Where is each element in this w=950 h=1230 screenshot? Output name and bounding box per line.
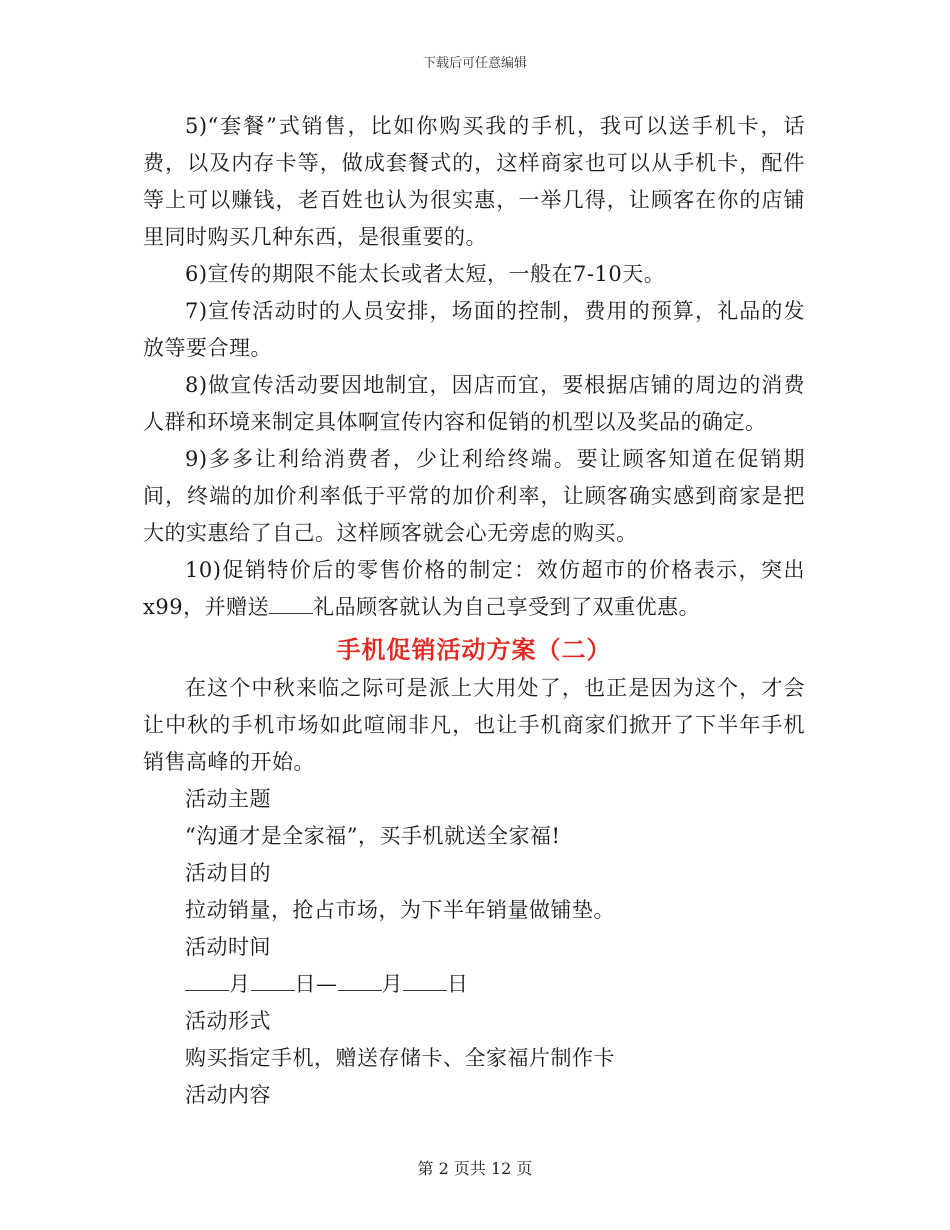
theme-value: “沟通才是全家福”，买手机就送全家福! — [185, 824, 561, 848]
day-2: 日 — [447, 972, 469, 996]
theme-label: 活动主题 — [185, 787, 271, 811]
form-label: 活动形式 — [185, 1009, 271, 1033]
month-1: 月 — [229, 972, 251, 996]
paragraph-7: 7)宣传活动时的人员安排，场面的控制，费用的预算，礼品的发放等要合理。 — [143, 299, 805, 360]
document-body — [143, 108, 805, 1114]
page-footer: 第 2 页共 12 页 — [417, 1159, 533, 1178]
time-label: 活动时间 — [185, 935, 271, 959]
paragraph-10 — [143, 552, 805, 626]
time-value — [143, 966, 805, 1003]
paragraph-8: 8)做宣传活动要因地制宜，因店而宜，要根据店铺的周边的消费人群和环境来制定具体啊宣传内容和促销的机型以及奖品的确定。 — [143, 373, 805, 434]
month-2: 月 — [381, 972, 403, 996]
section-title: 手机促销活动方案（二） — [336, 635, 612, 664]
blank-day-1 — [251, 966, 295, 991]
fill-in-blank — [269, 589, 313, 614]
paragraph-5: 5)“套餐”式销售，比如你购买我的手机，我可以送手机卡，话费，以及内存卡等，做成套餐式的，这样商家也可以从手机卡，配件等上可以赚钱，老百姓也认为很实惠，一举几得，让顾客在你的店铺里同时购买几种东西，是很重要的。 — [143, 114, 805, 249]
intro-paragraph: 在这个中秋来临之际可是派上大用处了，也正是因为这个，才会让中秋的手机市场如此喧闹非凡，也让手机商家们掀开了下半年手机销售高峰的开始。 — [143, 676, 805, 774]
form-value: 购买指定手机，赠送存储卡、全家福片制作卡 — [185, 1046, 615, 1070]
page-header: 下载后可任意编辑 — [422, 56, 527, 71]
blank-month-2 — [338, 966, 382, 991]
paragraph-6: 6)宣传的期限不能太长或者太短，一般在7-10天。 — [185, 262, 666, 286]
blank-day-2 — [403, 966, 447, 991]
content-label: 活动内容 — [185, 1083, 271, 1107]
paragraph-10-part2: 礼品顾客就认为自己享受到了双重优惠。 — [313, 595, 701, 619]
purpose-value: 拉动销量，抢占市场，为下半年销量做铺垫。 — [185, 898, 615, 922]
day-1: 日— — [294, 972, 338, 996]
paragraph-10-part1: 10)促销特价后的零售价格的制定：效仿超市的价格表示，突出x99，并赠送 — [143, 558, 805, 619]
blank-month-1 — [185, 966, 229, 991]
purpose-label: 活动目的 — [185, 861, 271, 885]
paragraph-9: 9)多多让利给消费者，少让利给终端。要让顾客知道在促销期间，终端的加价利率低于平常的加价利率，让顾客确实感到商家是把大的实惠给了自己。这样顾客就会心无旁虑的购买。 — [143, 447, 805, 545]
